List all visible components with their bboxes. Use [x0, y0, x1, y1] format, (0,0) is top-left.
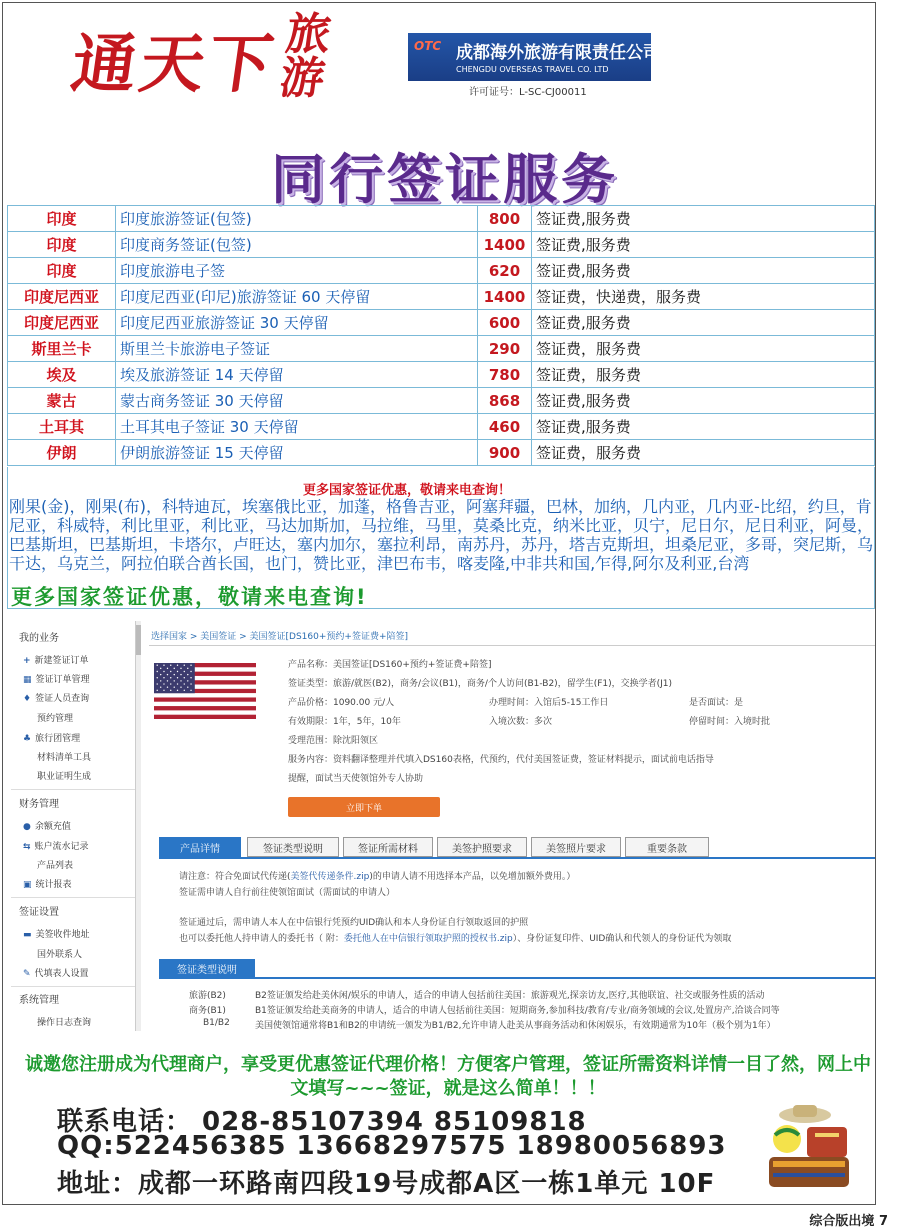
product-price: 产品价格：1090.00 元/人 [288, 698, 395, 708]
price-row [8, 336, 875, 362]
tab-required-materials[interactable]: 签证所需材料 [343, 837, 433, 857]
price-product-cell: 印度旅游电子签 [116, 258, 478, 284]
price-fees-cell: 签证费,服务费 [532, 232, 875, 258]
scrollbar-thumb[interactable] [136, 625, 141, 655]
tab-underline [159, 857, 875, 859]
agent-invitation: 诚邀您注册成为代理商户，享受更优惠签证代理价格！方便客户管理，签证所需资料详情一目了然，网上中文填写~~~签证，就是这么简单！！！ [25, 1054, 871, 1099]
sidebar-item-product-list[interactable]: 产品列表 [37, 861, 74, 871]
price-row [8, 284, 875, 310]
banner-title: 同行签证服务 [271, 148, 619, 211]
coin-icon: ● [23, 822, 31, 832]
grid-icon: ▦ [23, 675, 32, 685]
more-inquiry-text: 更多国家签证优惠，敬请来电查询! [11, 585, 368, 609]
price-row [8, 414, 875, 440]
sidebar-item-foreign-contact[interactable]: 国外联系人 [37, 950, 83, 960]
price-product-cell: 伊朗旅游签证 15 天停留 [116, 440, 478, 466]
sidebar-item-form-filler[interactable]: ✎ 代填表人设置 [23, 969, 89, 979]
product-name: 产品名称：美国签证[DS160+预约+签证费+陪签] [288, 660, 492, 670]
exchange-icon: ⇆ [23, 842, 31, 852]
order-now-button[interactable]: 立即下单 [288, 797, 440, 817]
sidebar-item-new-order[interactable]: + 新建签证订单 [23, 656, 89, 666]
price-row [8, 440, 875, 466]
contact-qq: QQ:522456385 13668297575 18980056893 [57, 1131, 727, 1161]
visa-type-label: 商务(B1) [189, 1006, 226, 1016]
sidebar-item-job-cert[interactable]: 职业证明生成 [37, 772, 92, 782]
price-price-cell: 460 [478, 414, 532, 440]
company-tag: OTC [414, 39, 442, 53]
price-price-cell: 290 [478, 336, 532, 362]
price-price-cell: 868 [478, 388, 532, 414]
sidebar-item-person-query[interactable]: ♦ 签证人员查询 [23, 694, 90, 704]
price-fees-cell: 签证费,服务费 [532, 310, 875, 336]
price-fees-cell: 签证费,服务费 [532, 206, 875, 232]
sidebar-item-recharge[interactable]: ● 余额充值 [23, 822, 71, 832]
authorization-zip-link[interactable]: 委托他人在中信银行领取护照的授权书.zip [343, 934, 513, 944]
sidebar-item-appointment[interactable]: 预约管理 [37, 714, 74, 724]
price-price-cell: 600 [478, 310, 532, 336]
sidebar-scrollbar[interactable] [135, 621, 141, 1031]
price-fees-cell: 签证费，服务费 [532, 440, 875, 466]
price-product-cell: 印度商务签证(包签) [116, 232, 478, 258]
tab-important-terms[interactable]: 重要条款 [625, 837, 709, 857]
sidebar [11, 621, 141, 1031]
price-country-cell: 印度 [8, 258, 116, 284]
usa-flag-icon [154, 663, 256, 719]
price-product-cell: 埃及旅游签证 14 天停留 [116, 362, 478, 388]
visa-type-section-line [159, 977, 875, 979]
price-row [8, 362, 875, 388]
price-row [8, 206, 875, 232]
sidebar-item-us-address[interactable]: ▬ 美签收件地址 [23, 930, 90, 940]
price-row [8, 258, 875, 284]
note-pickup: 签证通过后，需申请人本人在中信银行凭预约UID确认和本人身份证自行领取返回的护照 [179, 918, 529, 928]
price-country-cell: 印度 [8, 232, 116, 258]
price-country-cell: 印度尼西亚 [8, 310, 116, 336]
sidebar-section-system: 系统管理 [19, 995, 59, 1006]
price-row [8, 310, 875, 336]
sidebar-divider [11, 897, 135, 898]
sidebar-section-business: 我的业务 [19, 633, 59, 644]
price-fees-cell: 签证费，快递费，服务费 [532, 284, 875, 310]
price-product-cell: 印度尼西亚旅游签证 30 天停留 [116, 310, 478, 336]
sidebar-divider [11, 789, 135, 790]
product-entries: 入境次数：多次 [489, 717, 553, 727]
page-frame [2, 2, 876, 1205]
more-title: 更多国家签证优惠，敬请来电查询！ [303, 483, 512, 498]
note-interview: 签证需申请人自行前往使领馆面试（需面试的申请人） [179, 888, 396, 898]
sidebar-item-stats[interactable]: ▣ 统计报表 [23, 880, 72, 890]
price-price-cell: 900 [478, 440, 532, 466]
sidebar-item-material-list[interactable]: 材料清单工具 [37, 753, 92, 763]
visa-type-section-header: 签证类型说明 [159, 959, 255, 977]
visa-type-desc: B2签证颁发给赴美休闲/娱乐的申请人，适合的申请人包括前往美国：旅游观光,探亲访友,医疗,其他联谊、社交或服务性质的活动 [255, 991, 765, 1001]
person-icon: ♦ [23, 694, 32, 704]
breadcrumb-divider [149, 645, 875, 646]
license-number: 许可证号：L-SC-CJ00011 [469, 87, 587, 98]
logo [66, 9, 350, 105]
system-screenshot [11, 621, 875, 1031]
tab-passport-requirements[interactable]: 美签护照要求 [437, 837, 527, 857]
product-interview: 是否面试：是 [689, 698, 744, 708]
price-product-cell: 斯里兰卡旅游电子签证 [116, 336, 478, 362]
price-table [7, 205, 875, 466]
price-price-cell: 620 [478, 258, 532, 284]
sidebar-section-visa-settings: 签证设置 [19, 907, 59, 918]
group-icon: ♣ [23, 734, 32, 744]
price-country-cell: 蒙古 [8, 388, 116, 414]
price-price-cell: 800 [478, 206, 532, 232]
product-processing-time: 办理时间：入馆后5-15工作日 [489, 698, 609, 708]
sidebar-item-account-flow[interactable]: ⇆ 账户流水记录 [23, 842, 89, 852]
price-product-cell: 印度旅游签证(包签) [116, 206, 478, 232]
product-remind: 提醒，面试当天使领馆外专人协助 [288, 774, 424, 784]
sidebar-item-operation-log[interactable]: 操作日志查询 [37, 1018, 92, 1028]
chart-icon: ▣ [23, 880, 32, 890]
visa-type-label: 旅游(B2) [189, 991, 226, 1001]
note-waiver: 请注意：符合免面试代传递(美签代传递条件.zip)的申请人请不用选择本产品，以免增加额外费用。） [179, 872, 576, 882]
product-validity: 有效期限：1年，5年，10年 [288, 717, 401, 727]
visa-type-desc: 美国使领馆通常将B1和B2的申请统一颁发为B1/B2,允许申请人赴美从事商务活动和休闲娱乐，有效期通常为10年（极个别为1年） [255, 1021, 776, 1031]
price-price-cell: 1400 [478, 232, 532, 258]
mail-icon: ▬ [23, 930, 32, 940]
price-price-cell: 1400 [478, 284, 532, 310]
travel-luggage-icon [755, 1097, 859, 1197]
price-fees-cell: 签证费,服务费 [532, 388, 875, 414]
note-proxy: 也可以委托他人持申请人的委托书（ 附：委托他人在中信银行领取护照的授权书.zip）、身份证复印件、UID确认和代领人的身份证代为领取 [179, 934, 732, 944]
product-visa-type: 签证类型：旅游/就医(B2)，商务/会议(B1)，商务/个人访问(B1-B2)，留学生(F1)，交换学者(J1) [288, 679, 673, 689]
price-row [8, 232, 875, 258]
price-country-cell: 印度尼西亚 [8, 284, 116, 310]
price-product-cell: 土耳其电子签证 30 天停留 [116, 414, 478, 440]
price-country-cell: 伊朗 [8, 440, 116, 466]
product-service: 服务内容：资料翻译整理并代填入DS160表格，代预约，代付美国签证费，签证材料提示，面试前电话指导 [288, 755, 714, 765]
price-product-cell: 蒙古商务签证 30 天停留 [116, 388, 478, 414]
visa-type-label: B1/B2 [203, 1018, 230, 1028]
price-fees-cell: 签证费，服务费 [532, 336, 875, 362]
visa-type-desc: B1签证颁发给赴美商务的申请人，适合的申请人包括前往美国：短期商务,参加科技/教育/专业/商务领域的会议,处置房产,洽谈合同等 [255, 1006, 780, 1016]
sidebar-item-order-manage[interactable]: ▦ 签证订单管理 [23, 675, 90, 685]
company-name-en: CHENGDU OVERSEAS TRAVEL CO. LTD [456, 65, 609, 74]
country-list: 刚果(金)，刚果(布)，科特迪瓦，埃塞俄比亚，加蓬，格鲁吉亚，阿塞拜疆，巴林，加纳，几内亚，几内亚-比绍，约旦，肯尼亚，科威特，利比里亚，利比亚，马达加斯加，马拉维，马里，莫桑比克，纳米比亚，贝宁，尼日尔，尼日利亚，阿曼，巴基斯坦，巴基斯坦，卡塔尔，卢旺达，塞内加尔，塞拉利昂，南苏丹，苏丹，塔吉克斯坦，坦桑尼亚，多哥，突尼斯，乌干达，乌克兰，阿拉伯联合酋长国，也门，赞比亚，津巴布韦，喀麦隆,中非共和国,乍得,阿尔及利亚,台湾 [9, 497, 874, 573]
tab-product-details[interactable]: 产品详情 [159, 837, 241, 857]
contact-phone: 联系电话： 028-85107394 85109818 [57, 1107, 587, 1137]
price-country-cell: 埃及 [8, 362, 116, 388]
price-fees-cell: 签证费,服务费 [532, 258, 875, 284]
company-badge [408, 33, 660, 81]
price-country-cell: 土耳其 [8, 414, 116, 440]
price-product-cell: 印度尼西亚(印尼)旅游签证 60 天停留 [116, 284, 478, 310]
tab-visa-type[interactable]: 签证类型说明 [247, 837, 339, 857]
plus-icon: + [23, 656, 31, 666]
product-area: 受理范围：除沈阳领区 [288, 736, 379, 746]
product-stay: 停留时间：入境时批 [689, 717, 771, 727]
waiver-zip-link[interactable]: 美签代传递条件.zip [290, 872, 370, 882]
logo-main-text: 通天下 [66, 27, 282, 102]
logo-sub-text: 旅游 [276, 9, 339, 104]
tab-photo-requirements[interactable]: 美签照片要求 [531, 837, 621, 857]
contact-address: 地址：成都一环路南四段19号成都A区一栋1单元 10F [57, 1169, 716, 1199]
price-price-cell: 780 [478, 362, 532, 388]
price-row [8, 388, 875, 414]
price-country-cell: 斯里兰卡 [8, 336, 116, 362]
company-name-cn: 成都海外旅游有限责任公司 [456, 43, 660, 63]
pencil-icon: ✎ [23, 969, 31, 979]
sidebar-divider [11, 986, 135, 987]
price-country-cell: 印度 [8, 206, 116, 232]
price-fees-cell: 签证费,服务费 [532, 414, 875, 440]
sidebar-item-tour-group[interactable]: ♣ 旅行团管理 [23, 734, 81, 744]
breadcrumb[interactable]: 选择国家 > 美国签证 > 美国签证[DS160+预约+签证费+陪签] [151, 632, 408, 642]
price-fees-cell: 签证费，服务费 [532, 362, 875, 388]
page-number: 综合版出境 7 [809, 1214, 888, 1229]
sidebar-section-finance: 财务管理 [19, 799, 59, 810]
